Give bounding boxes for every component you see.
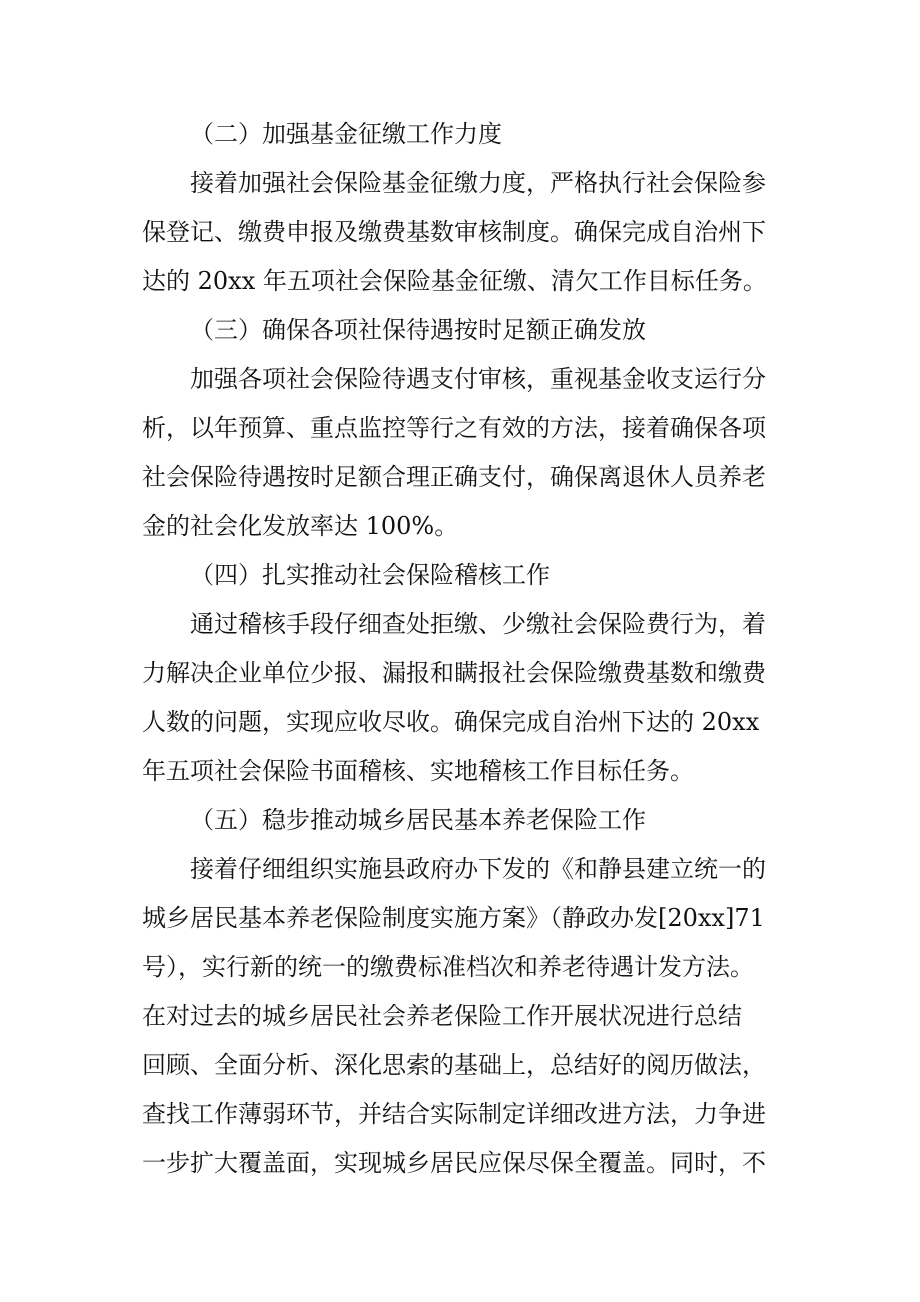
paragraph-4 <box>142 600 792 796</box>
paragraph-3 <box>142 355 792 551</box>
text-line: 力解决企业单位少报、漏报和瞒报社会保险缴费基数和缴费 <box>142 659 766 687</box>
text-line: 保登记、缴费申报及缴费基数审核制度。确保完成自治州下 <box>142 218 766 246</box>
section-heading-3 <box>142 306 792 355</box>
text-line: 查找工作薄弱环节，并结合实际制定详细改进方法，力争进 <box>142 1100 766 1128</box>
text-line: （二）加强基金征缴工作力度 <box>190 120 502 148</box>
text-line: 达的 20xx 年五项社会保险基金征缴、清欠工作目标任务。 <box>142 267 767 295</box>
text-line: 回顾、全面分析、深化思索的基础上，总结好的阅历做法， <box>142 1051 766 1079</box>
text-line: 通过稽核手段仔细查处拒缴、少缴社会保险费行为，着 <box>190 610 766 638</box>
text-line: （五）稳步推动城乡居民基本养老保险工作 <box>190 806 646 834</box>
section-heading-5 <box>142 796 792 845</box>
text-line: 接着加强社会保险基金征缴力度，严格执行社会保险参 <box>190 169 766 197</box>
text-line: 年五项社会保险书面稽核、实地稽核工作目标任务。 <box>142 757 694 785</box>
text-line: （三）确保各项社保待遇按时足额正确发放 <box>190 316 646 344</box>
text-line: 金的社会化发放率达 100%。 <box>142 512 459 540</box>
paragraph-5 <box>142 845 792 1188</box>
section-heading-2 <box>142 110 792 159</box>
text-line: 号），实行新的统一的缴费标准档次和养老待遇计发方法。 <box>142 953 754 981</box>
document-body <box>142 110 792 1188</box>
text-line: 社会保险待遇按时足额合理正确支付，确保离退休人员养老 <box>142 463 766 491</box>
text-line: 一步扩大覆盖面，实现城乡居民应保尽保全覆盖。同时，不 <box>142 1149 766 1177</box>
paragraph-2 <box>142 159 792 306</box>
text-line: 析，以年预算、重点监控等行之有效的方法，接着确保各项 <box>142 414 766 442</box>
text-line: 在对过去的城乡居民社会养老保险工作开展状况进行总结 <box>142 1002 742 1030</box>
section-heading-4 <box>142 551 792 600</box>
text-line: 加强各项社会保险待遇支付审核，重视基金收支运行分 <box>190 365 766 393</box>
text-line: 人数的问题，实现应收尽收。确保完成自治州下达的 20xx <box>142 708 760 736</box>
text-line: （四）扎实推动社会保险稽核工作 <box>190 561 550 589</box>
text-line: 城乡居民基本养老保险制度实施方案》（静政办发[20xx]71 <box>142 904 765 932</box>
text-line: 接着仔细组织实施县政府办下发的《和静县建立统一的 <box>190 855 766 883</box>
